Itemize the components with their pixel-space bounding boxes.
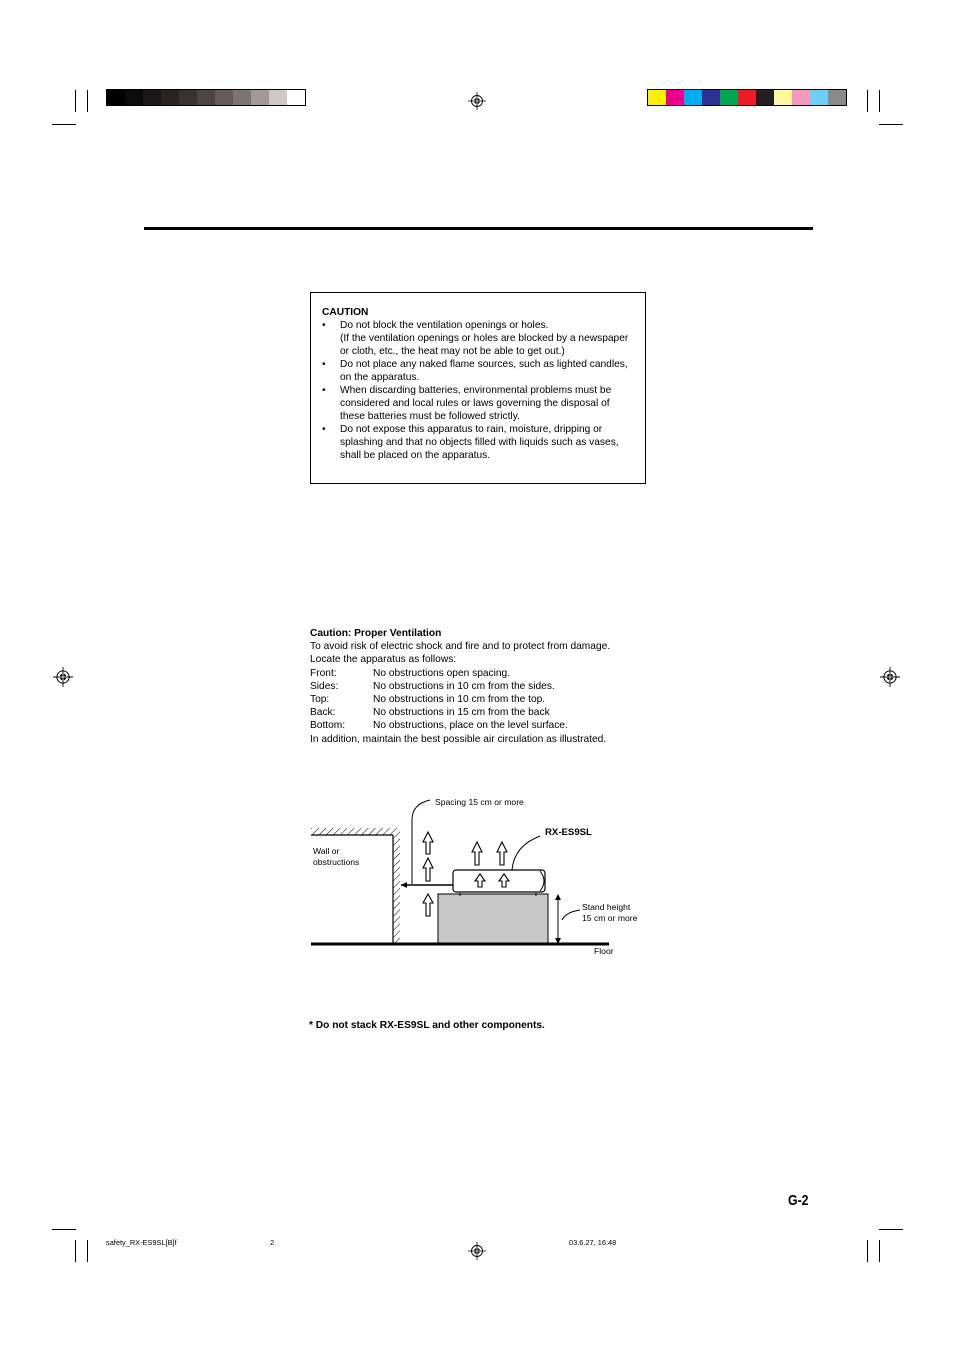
ventilation-row-label: Sides: [310,680,339,692]
ventilation-intro: Locate the apparatus as follows: [310,654,457,666]
color-swatch [738,90,756,105]
stand [438,894,548,943]
ventilation-row-text: No obstructions in 10 cm from the sides. [373,680,555,692]
color-swatch [774,90,792,105]
rx-es9sl-unit [453,870,545,896]
color-swatch [756,90,774,105]
registration-target-icon [468,92,486,110]
wall-label-line: obstructions [313,856,360,867]
color-swatch [215,90,233,105]
caution-item [322,319,635,358]
ventilation-row-text: No obstructions, place on the level surface. [373,720,568,732]
caution-item-text: Do not block the ventilation openings or holes. (If the ventilation openings or holes are blocked by a newspaper or cloth, etc., the heat may not be able to get out.) [340,320,629,357]
ventilation-row [310,693,650,706]
color-swatch [810,90,828,105]
ventilation-row-label: Bottom: [310,720,346,732]
color-swatch [251,90,269,105]
caution-item [322,423,635,462]
ventilation-row-text: No obstructions in 10 cm from the top. [373,694,546,706]
color-swatch [702,90,720,105]
caution-item [322,358,635,384]
color-swatch [125,90,143,105]
ventilation-row [310,706,650,719]
ventilation-row-label: Front: [310,667,337,679]
bullet-icon: • [322,385,326,396]
registration-target-icon [53,667,73,687]
bullet-icon: • [322,424,326,435]
page-number: G-2 [788,1192,809,1209]
stand-label-line: 15 cm or more [582,912,638,923]
ventilation-row-label: Back: [310,707,336,719]
caution-list [322,319,635,462]
color-swatch [792,90,810,105]
color-swatch [143,90,161,105]
ventilation-title: Caution: Proper Ventilation [310,628,442,639]
ventilation-row-text: No obstructions open spacing. [373,667,511,679]
ventilation-row-text: No obstructions in 15 cm from the back [373,707,550,719]
ventilation-diagram [300,790,660,970]
process-color-bar [647,89,847,106]
stand-height-label [582,902,637,923]
ventilation-requirements [310,667,650,733]
footer-filename: safety_RX-ES9SL[B]f [106,1238,177,1247]
color-swatch [666,90,684,105]
bullet-icon: • [322,359,326,370]
ventilation-section [310,627,650,746]
floor-label: Floor [594,946,614,956]
color-swatch [287,90,305,105]
ventilation-intro: To avoid risk of electric shock and fire and to protect from damage. [310,641,611,653]
color-swatch [684,90,702,105]
model-label: RX-ES9SL [545,827,592,838]
registration-target-icon [468,1242,486,1260]
caution-item-text: When discarding batteries, environmental problems must be considered and local rules or laws governing the disposal of these batteries must be followed strictly. [340,385,612,422]
color-swatch [197,90,215,105]
caution-item-text: Do not place any naked flame sources, such as lighted candles, on the apparatus. [340,359,628,383]
caution-item [322,384,635,423]
color-swatch [107,90,125,105]
ventilation-row [310,680,650,693]
stand-label-line: Stand height [582,902,631,912]
color-swatch [179,90,197,105]
grayscale-color-bar [106,89,306,106]
caution-box [310,292,646,484]
color-swatch [828,90,846,105]
ventilation-outro: In addition, maintain the best possible air circulation as illustrated. [310,733,607,745]
color-swatch [648,90,666,105]
caution-item-text: Do not expose this apparatus to rain, moisture, dripping or splashing and that no objects filled with liquids such as vases, shall be placed on the apparatus. [340,424,619,461]
footer-page: 2 [270,1238,275,1247]
ventilation-row [310,719,650,732]
color-swatch [233,90,251,105]
caution-title: CAUTION [322,307,369,318]
header-rule [144,227,813,230]
ventilation-row [310,667,650,680]
bullet-icon: • [322,320,326,331]
spacing-label: Spacing 15 cm or more [435,797,524,807]
stacking-note: * Do not stack RX-ES9SL and other components. [309,1020,545,1031]
color-swatch [161,90,179,105]
ventilation-row-label: Top: [310,694,330,706]
wall-label [313,846,359,867]
wall-label-line: Wall or [313,846,340,856]
color-swatch [720,90,738,105]
color-swatch [269,90,287,105]
footer-timestamp: 03.6.27, 16:48 [569,1238,617,1247]
registration-target-icon [880,667,900,687]
